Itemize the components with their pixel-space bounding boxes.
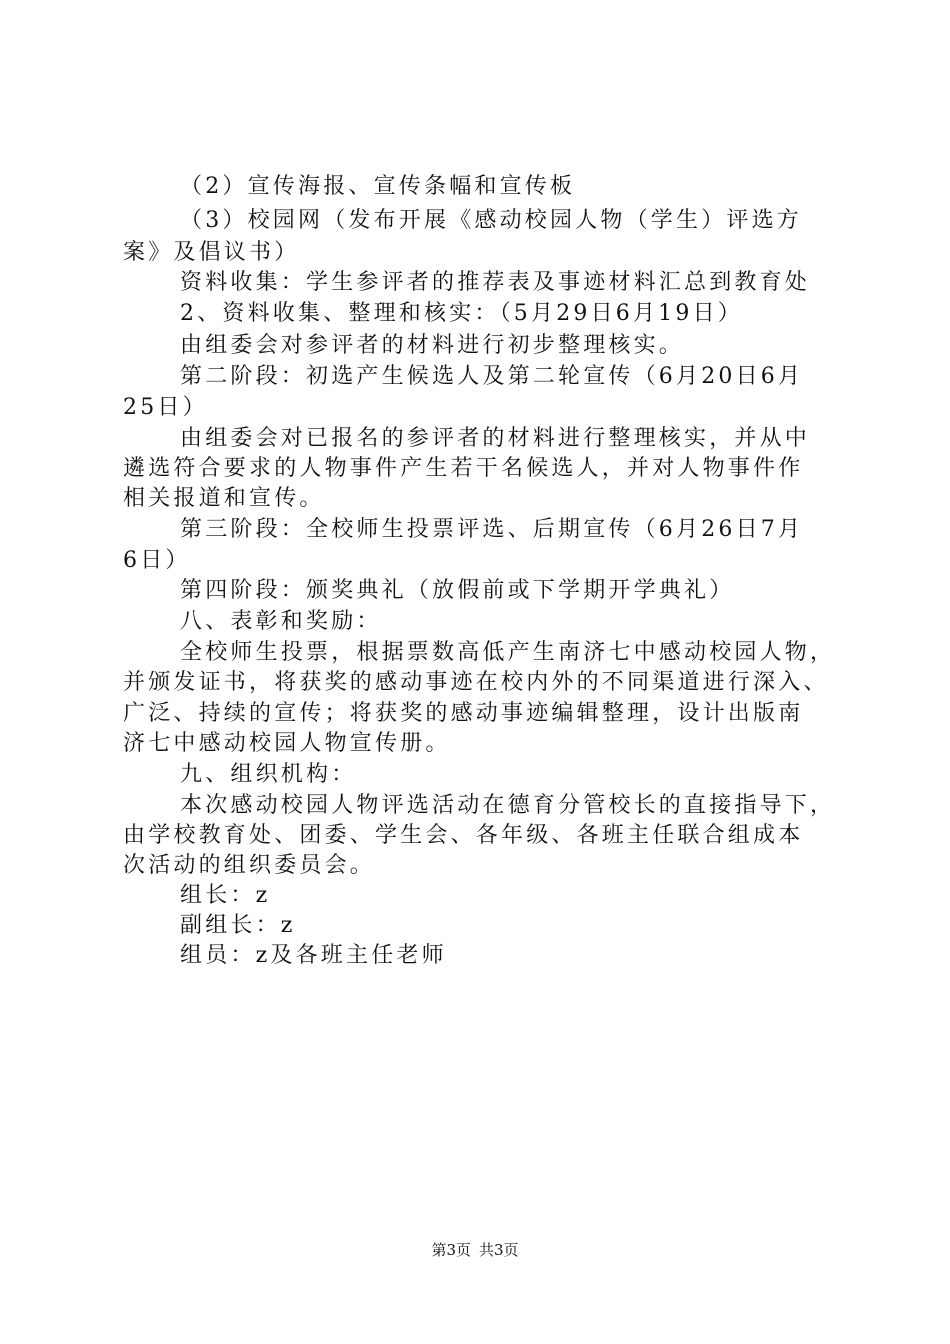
text-line: 案》及倡议书） bbox=[123, 240, 300, 265]
text-line: 广泛、持续的宣传；将获奖的感动事迹编辑整理，设计出版南 bbox=[123, 701, 804, 726]
text-line: 组员：z及各班主任老师 bbox=[180, 943, 447, 968]
text-line: 资料收集：学生参评者的推荐表及事迹材料汇总到教育处 bbox=[180, 270, 811, 295]
page-number: 第3页 bbox=[431, 1241, 471, 1259]
page-footer bbox=[0, 1240, 950, 1260]
text-line: 遴选符合要求的人物事件产生若干名候选人，并对人物事件作 bbox=[123, 456, 804, 481]
text-line: 第二阶段：初选产生候选人及第二轮宣传（6月20日6月 bbox=[180, 364, 804, 389]
text-line: 并颁发证书，将获奖的感动事迹在校内外的不同渠道进行深入、 bbox=[123, 670, 829, 695]
page-total: 共3页 bbox=[479, 1241, 519, 1259]
text-line: 由组委会对已报名的参评者的材料进行整理核实，并从中 bbox=[180, 426, 811, 451]
text-line: （3）校园网（发布开展《感动校园人物（学生）评选方 bbox=[180, 208, 802, 233]
text-line: 济七中感动校园人物宣传册。 bbox=[123, 731, 451, 756]
text-line: （2）宣传海报、宣传条幅和宣传板 bbox=[180, 174, 576, 199]
text-line: 25日） bbox=[123, 395, 208, 420]
section-heading: 九、组织机构： bbox=[180, 762, 357, 787]
text-line: 第四阶段：颁奖典礼（放假前或下学期开学典礼） bbox=[180, 578, 735, 603]
text-line: 全校师生投票，根据票数高低产生南济七中感动校园人物， bbox=[180, 640, 836, 665]
section-heading: 八、表彰和奖励： bbox=[180, 609, 382, 634]
text-line: 本次感动校园人物评选活动在德育分管校长的直接指导下， bbox=[180, 793, 836, 818]
text-line: 2、资料收集、整理和核实：（5月29日6月19日） bbox=[180, 301, 743, 326]
text-line: 副组长：z bbox=[180, 913, 296, 938]
text-line: 6日） bbox=[123, 548, 191, 573]
text-line: 由组委会对参评者的材料进行初步整理核实。 bbox=[180, 333, 685, 358]
text-line: 次活动的组织委员会。 bbox=[123, 853, 376, 878]
text-line: 组长：z bbox=[180, 883, 271, 908]
text-line: 第三阶段：全校师生投票评选、后期宣传（6月26日7月 bbox=[180, 517, 804, 542]
text-line: 由学校教育处、团委、学生会、各年级、各班主任联合组成本 bbox=[123, 823, 804, 848]
text-line: 相关报道和宣传。 bbox=[123, 486, 325, 511]
